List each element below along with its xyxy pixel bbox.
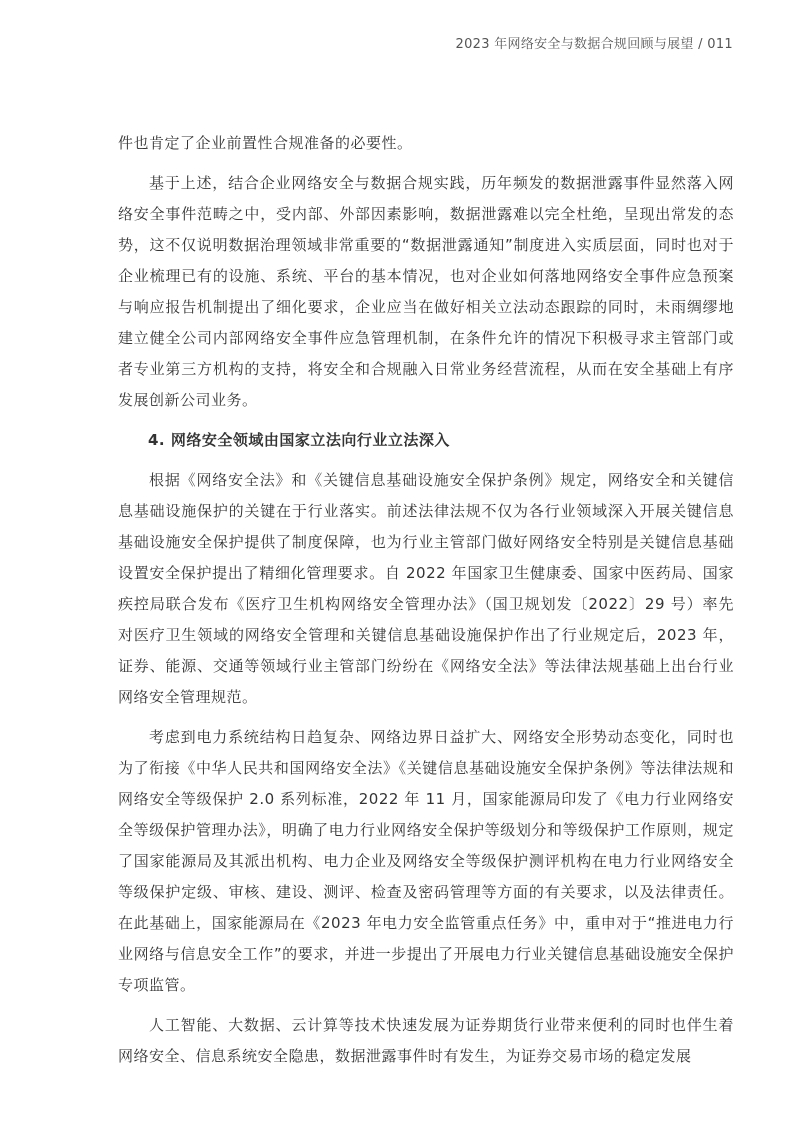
paragraph-industry-legislation: 根据《网络安全法》和《关键信息基础设施安全保护条例》规定，网络安全和关键信息基础设施保护的关键在于行业落实。前述法律法规不仅为各行业领域深入开展关键信息基础设施安全保护提供了制度保障，也为行业主管部门做好网络安全特别是关键信息基础设置安全保护提出了精细化管理要求。自 2022 年国家卫生健康委、国家中医药局、国家疾控局联合发布《医疗卫生机构网络安全管理办法》（国卫规划发〔2022〕29 号）率先对医疗卫生领域的网络安全管理和关键信息基础设施保护作出了行业规定后，2023 年，证券、能源、交通等领域行业主管部门纷纷在《网络安全法》等法律法规基础上出台行业网络安全管理规范。: [118, 471, 734, 706]
running-header: 2023 年网络安全与数据合规回顾与展望 / 011: [455, 37, 733, 52]
section-heading: 4. 网络安全领域由国家立法向行业立法深入: [148, 431, 450, 449]
paragraph-data-breach-summary: 基于上述，结合企业网络安全与数据合规实践，历年频发的数据泄露事件显然落入网络安全事件范畴之中，受内部、外部因素影响，数据泄露难以完全杜绝，呈现出常发的态势，这不仅说明数据治理领域非常重要的“数据泄露通知”制度进入实质层面，同时也对于企业梳理已有的设施、系统、平台的基本情况，也对企业如何落地网络安全事件应急预案与响应报告机制提出了细化要求，企业应当在做好相关立法动态跟踪的同时，未雨绸缪地建立健全公司内部网络安全事件应急管理机制，在条件允许的情况下积极寻求主管部门或者专业第三方机构的支持，将安全和合规融入日常业务经营流程，从而在安全基础上有序发展创新公司业务。: [118, 174, 734, 409]
document-body: [118, 128, 734, 1072]
paragraph-securities-industry: 人工智能、大数据、云计算等技术快速发展为证券期货行业带来便利的同时也伴生着网络安全、信息系统安全隐患，数据泄露事件时有发生，为证券交易市场的稳定发展: [118, 1016, 734, 1065]
paragraph-power-industry: 考虑到电力系统结构日趋复杂、网络边界日益扩大、网络安全形势动态变化，同时也为了衔接《中华人民共和国网络安全法》《关键信息基础设施安全保护条例》等法律法规和网络安全等级保护 2.0 系列标准，2022 年 11 月，国家能源局印发了《电力行业网络安全等级保护管理办法》，明确了电力行业网络安全保护等级划分和等级保护工作原则，规定了国家能源局及其派出机构、电力企业及网络安全等级保护测评机构在电力行业网络安全等级保护定级、审核、建设、测评、检查及密码管理等方面的有关要求，以及法律责任。在此基础上，国家能源局在《2023 年电力安全监管重点任务》中，重申对于“推进电力行业网络与信息安全工作”的要求，并进一步提出了开展电力行业关键信息基础设施安全保护专项监管。: [118, 728, 734, 994]
paragraph-continuation: 件也肯定了企业前置性合规准备的必要性。: [118, 134, 413, 152]
